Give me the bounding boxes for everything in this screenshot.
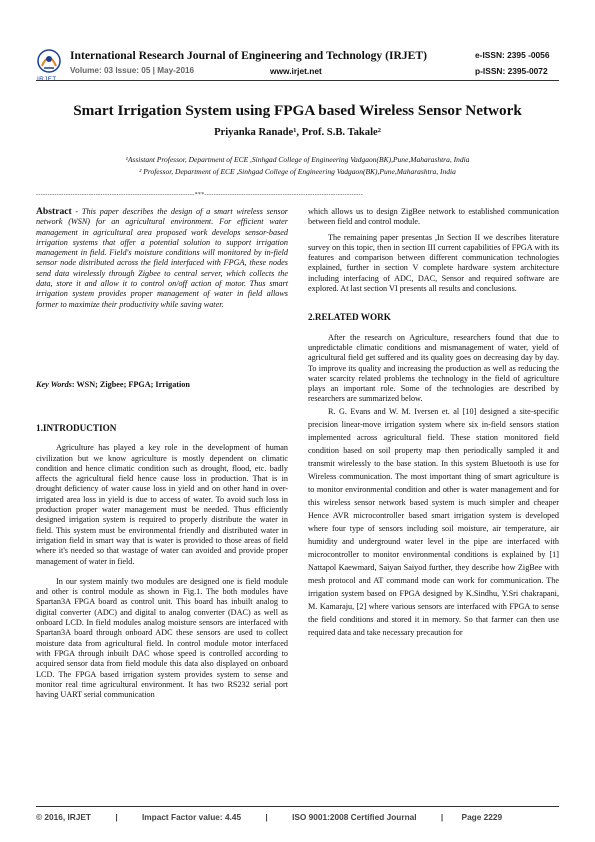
- footer-page-number: Page 2229: [461, 812, 503, 822]
- introduction-section: [36, 423, 288, 700]
- footer-impact-factor: Impact Factor value: 4.45: [141, 812, 242, 822]
- affiliation-1: ¹Assistant Professor, Department of ECE ,Sinhgad College of Engineering Vadgaon(BK),Pune,Maharashtra, India: [125, 155, 470, 164]
- footer-separator: |: [265, 812, 268, 822]
- irjet-logo-icon: [36, 48, 62, 76]
- footer-separator: |: [115, 812, 118, 822]
- abstract-text: - This paper describes the design of a smart wireless sensor network (WSN) for an agricultural environment. For efficient water management in agricultural area proposed work develops sensor-based irrigation systems that offer a potential solution to support irrigation management in field. Field's moisture conditions will monitored by in-field sensor node distributed across the field interfaced with FPGA, these nodes send data wirelessly through Zigbee to central server, which collects the data, store it and allow it to control on/off action of motor. Thus smart irrigation system provides proper management of water in field allows former to maximize their productivity while saving water.: [36, 207, 288, 309]
- journal-volume: Volume: 03 Issue: 05 | May-2016: [70, 66, 195, 75]
- journal-name: International Research Journal of Engineering and Technology (IRJET): [70, 49, 427, 62]
- right-paragraph-1: The remaining paper presentas ,In Section II we describes literature survey on this topic, then in section III current capabilities of FPGA with its features and comparison between different communication technologies explained, further in section V complete hardware system architecture including interfacing of ADC, DAC, Sensor and required software are explored. At last section VI presents all results and conclusions.: [308, 232, 559, 294]
- abstract: [36, 207, 288, 310]
- right-column: [308, 207, 559, 639]
- intro-paragraph-2: In our system mainly two modules are designed one is field module and other is control module as shown in Fig.1. The both modules have Spartan3A FPGA board as control unit. This board has inbuilt analog to digital converter (ADC) and digital to analog converter (DAC) as well as onboard LCD. In field modules analog moisture sensors are interfaced with Spartan3A board through onboard ADC these sensors are used to collect moisture data from agricultural field. In control module motor interfaced with FPGA through inbuilt DAC whose speed is controlled according to acquired sensor data from field module this data also displayed on onboard LCD. The FPGA based irrigation system provides system to sense and monitor real time agricultural environment. It has two RS232 serial port having UART serial communication: [36, 576, 288, 700]
- separator-line: ---------------------------------------------------------------------***---------------------------------------------------------------------: [36, 192, 364, 198]
- section-heading-introduction: 1.INTRODUCTION: [36, 423, 117, 433]
- related-paragraph-2: R. G. Evans and W. M. Iversen et. al [10] designed a site-specific precision linear-move irrigation system where six in-field sensors station implemented across agricultural field. These station monitored field condition based on soil property map then periodically sampled it and transmit wirelessly to the base station. In this system Bluetooth is use for Wireless communication. The most important thing of smart agriculture is to monitor environmental condition and other is water management and for this wireless sensor network based system is much simpler and cheaper Hence AVR microcontroller based smart irrigation system is developed where four type of sensors including soil moisture, air temperature, air humidity and underground water level in the pipe are interfaced with microcontroller to monitor environmental conditions is explained by [1] Nattapol Kaewmard, Saiyan Saiyod further, they describe how ZigBee with mesh protocol and AT command mode can work for communication. The irrigation system based on FPGA designed by K.Sindhu, Y.Sri chakrapani, M. Kamaraju, [2] where various sensors are interfaced with FPGA to sense the field conditions and stored it in memory. So that farmer can then use required data and take necessary precaution for: [308, 406, 559, 637]
- footer-iso: ISO 9001:2008 Certified Journal: [292, 812, 417, 822]
- keywords: [36, 380, 288, 390]
- journal-website: www.irjet.net: [270, 66, 322, 76]
- affiliation-2: ² Professor, Department of ECE ,Sinhgad College of Engineering Vadgaon(BK),Pune,Maharashtra, India: [139, 167, 456, 176]
- related-paragraph-1: After the research on Agriculture, researchers found that due to unpredictable climatic conditions and mismanagement of water, yield of agricultural field get suffered and its quality goes on decreasing day by day. To improve its quality and increasing the production as well as reducing the water scarcity related problems the technology in the field of agriculture plays an important role. Some of the technologies are described by researchers are summarized below.: [308, 332, 559, 404]
- abstract-heading: Abstract: [36, 206, 72, 217]
- paper-authors: Priyanka Ranade¹, Prof. S.B. Takale²: [214, 127, 381, 138]
- keywords-values: : WSN; Zigbee; FPGA; Irrigation: [71, 380, 190, 389]
- page-footer: [36, 812, 559, 822]
- footer-copyright: © 2016, IRJET: [36, 812, 91, 822]
- footer-rule: [36, 806, 559, 807]
- keywords-label: Key Words: [36, 380, 72, 389]
- section-heading-related-work: 2.RELATED WORK: [308, 312, 391, 323]
- intro-paragraph-1: Agriculture has played a key role in the development of human civilization but we know agriculture is mostly dependent on climatic condition and hence climatic condition such as drought, flood, etc. badly affects the agricultural field hence cause loss in production. That is in drought deficiency of water cause loss in yield and on other hand in over-irrigated area loss in yield is due to access of water. To avoid such loss in production proper water management must be needed. Thus efficiently designed irrigation system is required to properly distribute the water in field. This system must be environmental friendly and distributed water in irrigation field in smart way that is water is provided to those areas of field where it's needed so that wastage of water can avoided and provide proper management of water in field.: [36, 443, 288, 566]
- paper-title: Smart Irrigation System using FPGA based Wireless Sensor Network: [73, 102, 522, 119]
- header-rule: [36, 80, 559, 81]
- p-issn: p-ISSN: 2395-0072: [475, 66, 548, 76]
- logo-text: IRJET: [37, 76, 57, 83]
- right-paragraph-0: which allows us to design ZigBee network to established communication between field and control module.: [308, 207, 559, 227]
- e-issn: e-ISSN: 2395 -0056: [475, 50, 550, 60]
- footer-separator: |: [440, 812, 444, 822]
